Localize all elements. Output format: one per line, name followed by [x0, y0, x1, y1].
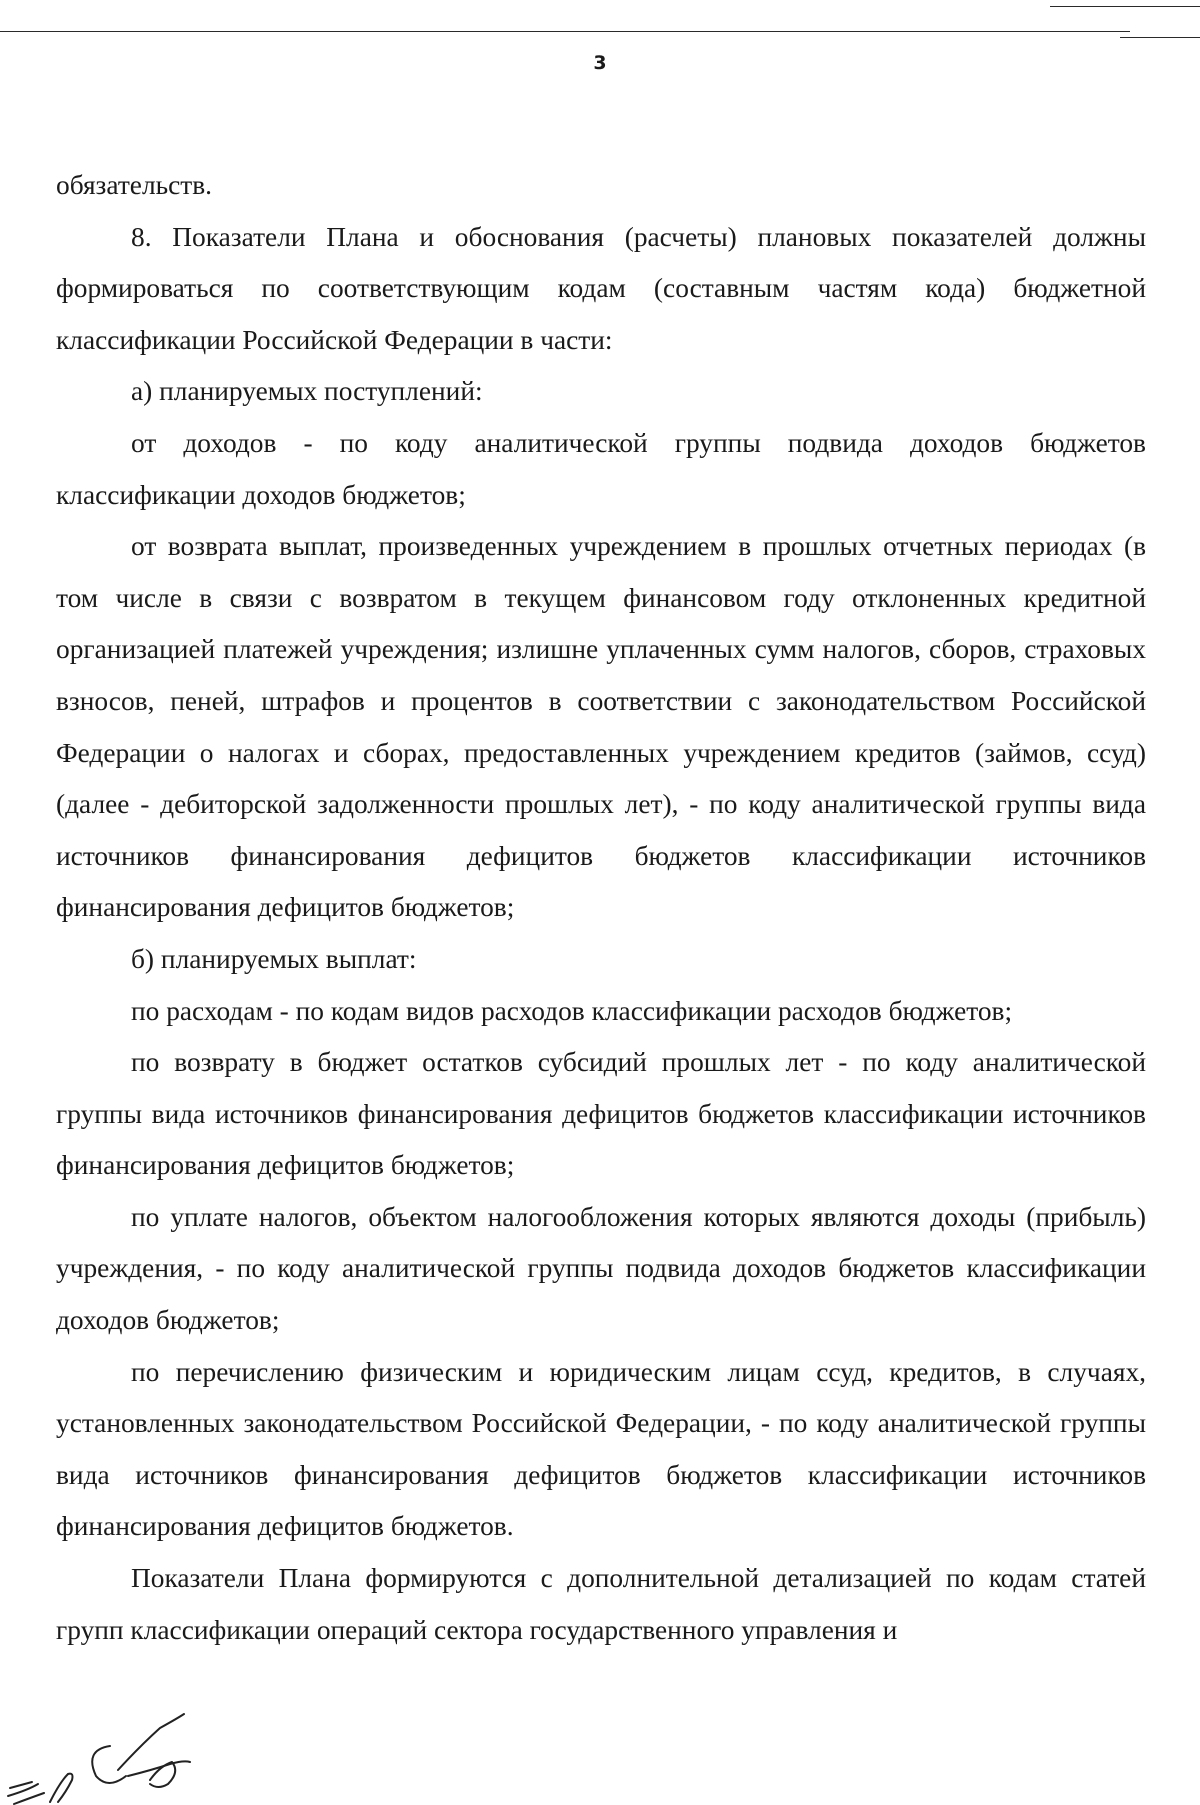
paragraph-subitem-a: а) планируемых поступлений:: [131, 376, 483, 407]
paragraph-subitem-b: б) планируемых выплат:: [131, 943, 417, 974]
paragraph-expenses: по расходам - по кодам видов расходов классификации расходов бюджетов;: [131, 995, 1013, 1026]
top-rule-right-lower: [1120, 37, 1200, 38]
top-rule-right: [1050, 6, 1200, 7]
paragraph-loans: по перечислению физическим и юридическим лицам ссуд, кредитов, в случаях, установленных законодательством Российской Федерации, - по коду аналитической группы вида источников финансирования дефицитов бюджетов классификации источников финансирования дефицитов бюджетов.: [56, 1356, 1146, 1542]
paragraph-income: от доходов - по коду аналитической группы подвида доходов бюджетов классификации доходов бюджетов;: [56, 427, 1146, 510]
paragraph-subsidy-return: по возврату в бюджет остатков субсидий прошлых лет - по коду аналитической группы вида источников финансирования дефицитов бюджетов классификации источников финансирования дефицитов бюджетов;: [56, 1047, 1146, 1181]
paragraph-item-8: 8. Показатели Плана и обоснования (расчеты) плановых показателей должны формироваться по соответствующим кодам (составным частям кода) бюджетной классификации Российской Федерации в части:: [56, 221, 1146, 355]
page-number: 3: [593, 52, 607, 74]
paragraph-continuation: обязательств.: [56, 170, 213, 200]
paragraph-refund-payments: от возврата выплат, произведенных учреждением в прошлых отчетных периодах (в том числе в связи с возвратом в текущем финансовом году отклоненных кредитной организацией платежей учреждения; излишне уплаченных сумм налогов, сборов, страховых взносов, пеней, штрафов и процентов в соответствии с законодательством Российской Федерации о налогах и сборах, предоставленных учреждением кредитов (займов, ссуд) (далее - дебиторской задолженности прошлых лет), - по коду аналитической группы вида источников финансирования дефицитов бюджетов классификации источников финансирования дефицитов бюджетов;: [56, 531, 1146, 923]
paragraph-tax-payment: по уплате налогов, объектом налогообложения которых являются доходы (прибыль) учреждения, - по коду аналитической группы подвида доходов бюджетов классификации доходов бюджетов;: [56, 1201, 1146, 1336]
top-rule-main: [0, 31, 1130, 32]
document-body: [56, 160, 1146, 1656]
paragraph-plan-detail: Показатели Плана формируются с дополнительной детализацией по кодам статей групп классификации операций сектора государственного управления и: [56, 1563, 1146, 1645]
handwritten-signature: [0, 1680, 260, 1805]
